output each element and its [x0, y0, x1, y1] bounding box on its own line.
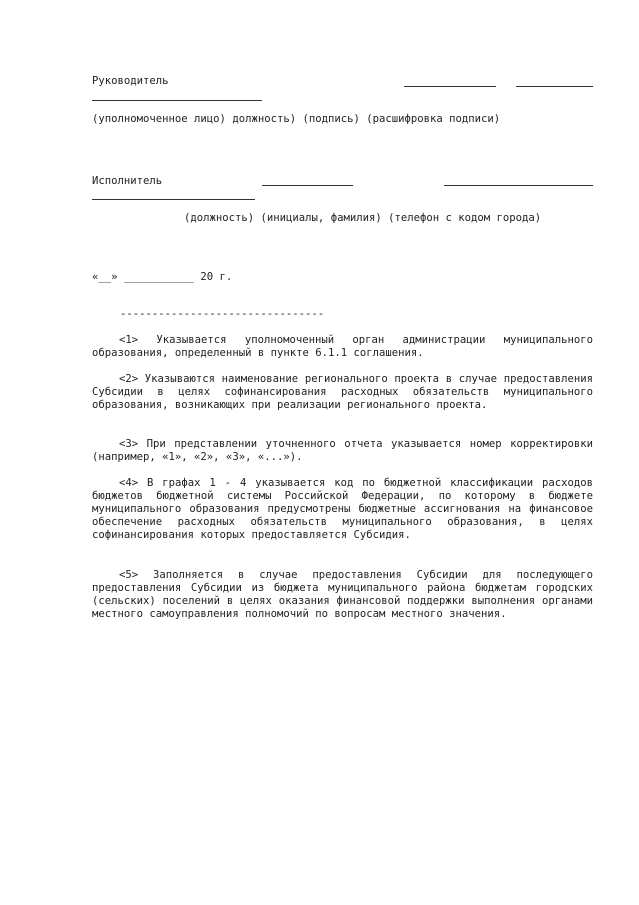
date-line: «__» ___________ 20 г. — [92, 271, 233, 283]
executor-name-blank[interactable] — [92, 199, 255, 200]
footnote-separator: -------------------------------- — [120, 308, 325, 320]
footnote-3: <3> При представлении уточненного отчета указывается номер корректировки (например, «1», «2», «3», «...»). — [92, 438, 593, 463]
executor-phone-blank[interactable] — [444, 185, 593, 186]
head-label: Руководитель — [92, 75, 169, 87]
executor-label: Исполнитель — [92, 175, 163, 187]
head-signature-blank[interactable] — [516, 86, 593, 87]
head-position-blank[interactable] — [404, 86, 496, 87]
footnote-1: <1> Указывается уполномоченный орган администрации муниципального образования, определенный в пункте 6.1.1 соглашения. — [92, 334, 593, 359]
head-name-blank[interactable] — [92, 100, 262, 101]
executor-position-blank[interactable] — [262, 185, 353, 186]
executor-captions: (должность) (инициалы, фамилия) (телефон с кодом города) — [184, 212, 542, 224]
footnote-4: <4> В графах 1 - 4 указывается код по бюджетной классификации расходов бюджетов бюджетной системы Российской Федерации, по которому в бюджете муниципального образования предусмотрены бюджетные ассигнования на финансовое обеспечение расходных обязательств муниципального образования, в целях софинансирования которых предоставляется Субсидия. — [92, 477, 593, 541]
head-captions: (уполномоченное лицо) должность) (подпись) (расшифровка подписи) — [92, 113, 501, 125]
footnote-2: <2> Указываются наименование регионального проекта в случае предоставления Субсидии в целях софинансирования расходных обязательств муниципального образования, возникающих при реализации регионального проекта. — [92, 373, 593, 411]
footnote-5: <5> Заполняется в случае предоставления Субсидии для последующего предоставления Субсидии из бюджета муниципального района бюджетам городских (сельских) поселений в целях оказания финансовой поддержки выполнения органами местного самоуправления полномочий по вопросам местного значения. — [92, 569, 593, 620]
